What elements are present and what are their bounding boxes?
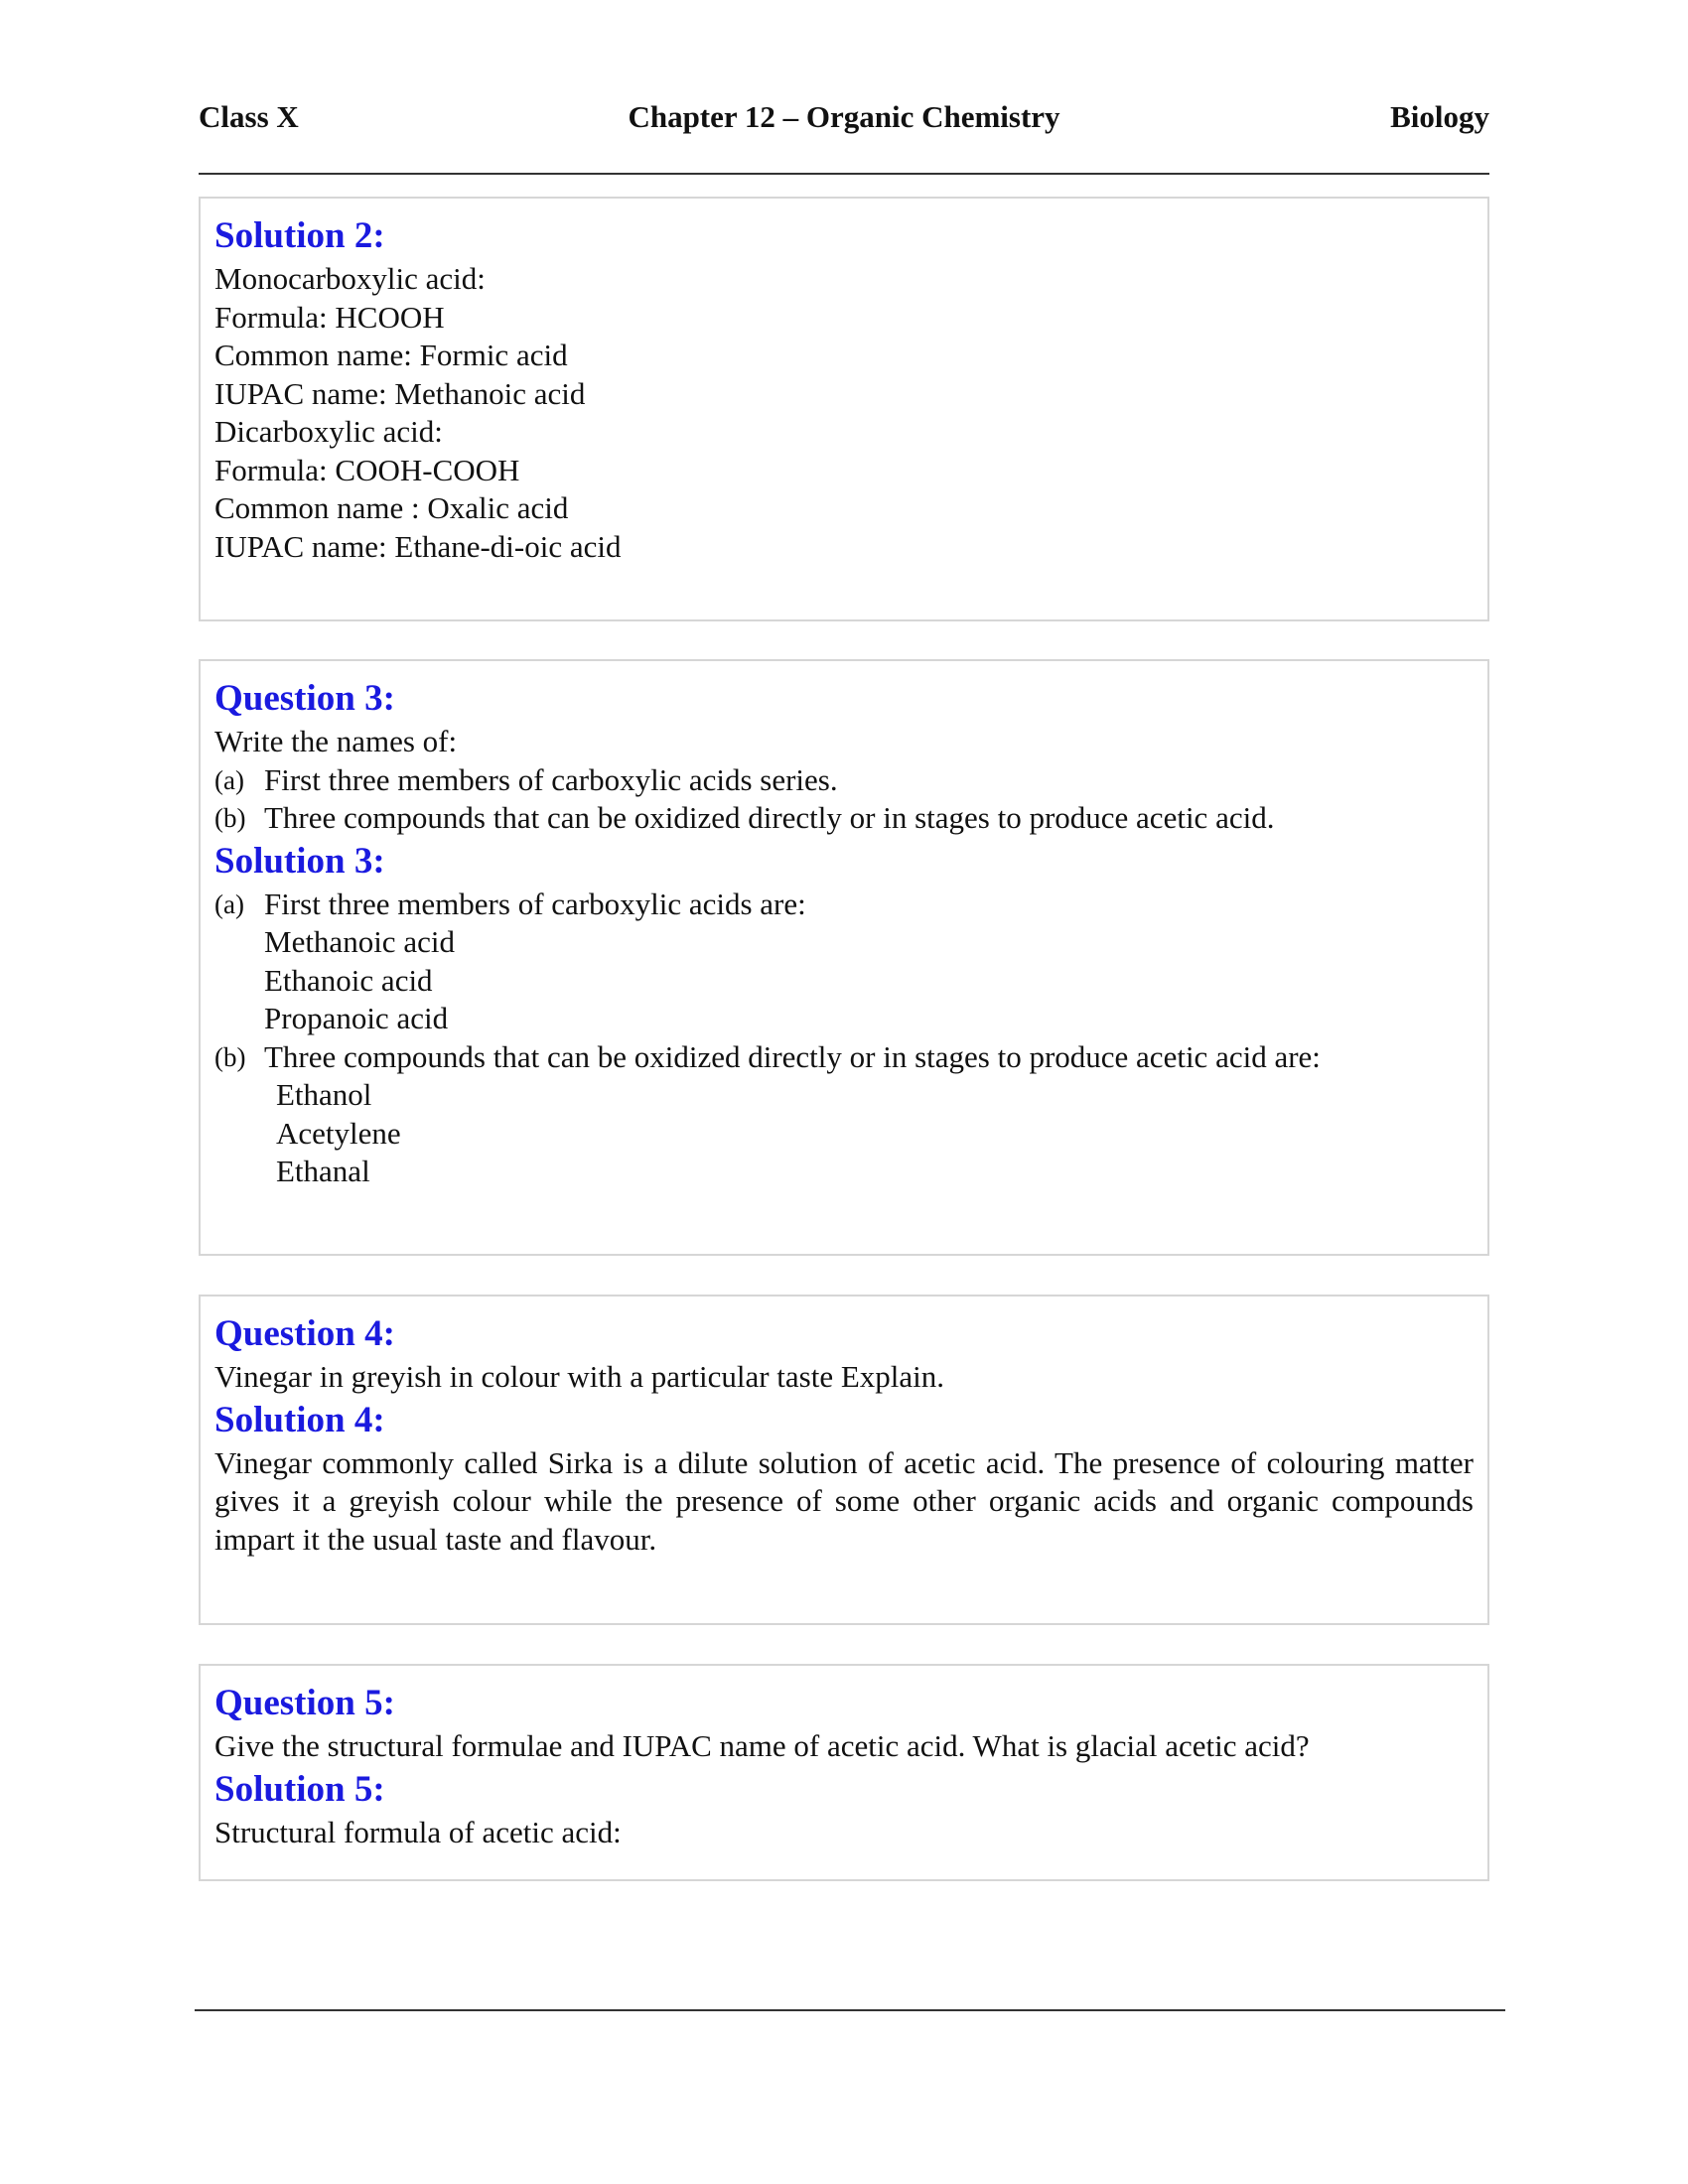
- sub-list-item: Methanoic acid: [264, 924, 455, 959]
- class-label: Class X: [199, 99, 299, 134]
- solution-4-text: Vinegar commonly called Sirka is a dilute solution of acetic acid. The presence of colouring matter gives it a greyish colour while the presence of some other organic acids and organic compounds impart it the usual taste and flavour.: [214, 1444, 1474, 1557]
- solution-2-line: Monocarboxylic acid:: [214, 261, 486, 296]
- solution-2-line: Common name : Oxalic acid: [214, 490, 569, 525]
- footer-divider: [195, 2009, 1505, 2011]
- list-marker: (a): [214, 888, 244, 919]
- sub-list-item: Ethanal: [276, 1154, 370, 1188]
- solution-2-line: IUPAC name: Methanoic acid: [214, 375, 586, 411]
- solution-2-line: Formula: HCOOH: [214, 299, 445, 335]
- solution-2-line: IUPAC name: Ethane-di-oic acid: [214, 528, 622, 564]
- sub-list-item: Acetylene: [276, 1115, 401, 1151]
- solution-2-box: [199, 197, 1489, 621]
- solution-3-title: Solution 3:: [214, 840, 385, 882]
- solution-3-item-a: [214, 886, 1474, 924]
- header-divider: [199, 173, 1489, 175]
- list-item-text: First three members of carboxylic acids series.: [264, 761, 838, 797]
- list-marker: (b): [214, 803, 246, 833]
- solution-2-line: Dicarboxylic acid:: [214, 414, 443, 449]
- question-5-box: [199, 1664, 1489, 1881]
- sub-list-item: Ethanol: [276, 1077, 372, 1112]
- list-item-text: Three compounds that can be oxidized directly or in stages to produce acetic acid are:: [264, 1038, 1321, 1074]
- question-3-intro: Write the names of:: [214, 724, 458, 758]
- solution-4-title: Solution 4:: [214, 1399, 385, 1440]
- question-3-box: [199, 659, 1489, 1256]
- solution-2-line: Common name: Formic acid: [214, 338, 568, 372]
- solution-3-item-b: [214, 1038, 1474, 1077]
- sub-list-item: Ethanoic acid: [264, 962, 433, 998]
- solution-5-title: Solution 5:: [214, 1768, 385, 1810]
- solution-5-text: Structural formula of acetic acid:: [214, 1814, 622, 1849]
- solution-2-line: Formula: COOH-COOH: [214, 452, 520, 487]
- list-item-text: Three compounds that can be oxidized directly or in stages to produce acetic acid.: [264, 800, 1275, 835]
- question-4-box: [199, 1295, 1489, 1625]
- solution-2-title: Solution 2:: [214, 215, 385, 256]
- question-5-title: Question 5:: [214, 1683, 395, 1723]
- question-4-text: Vinegar in greyish in colour with a particular taste Explain.: [214, 1359, 945, 1394]
- question-3-title: Question 3:: [214, 678, 395, 719]
- question-3-item-a: [214, 761, 1474, 800]
- list-marker: (a): [214, 764, 244, 795]
- question-4-title: Question 4:: [214, 1313, 395, 1354]
- page-header: [199, 99, 1489, 143]
- list-marker: (b): [214, 1041, 246, 1072]
- question-5-text: Give the structural formulae and IUPAC name of acetic acid. What is glacial acetic acid?: [214, 1728, 1310, 1763]
- sub-list-item: Propanoic acid: [264, 1001, 449, 1035]
- chapter-title: Chapter 12 – Organic Chemistry: [628, 99, 1060, 134]
- subject-label: Biology: [1390, 99, 1489, 134]
- list-item-text: First three members of carboxylic acids are:: [264, 886, 806, 921]
- question-3-item-b: [214, 799, 1474, 838]
